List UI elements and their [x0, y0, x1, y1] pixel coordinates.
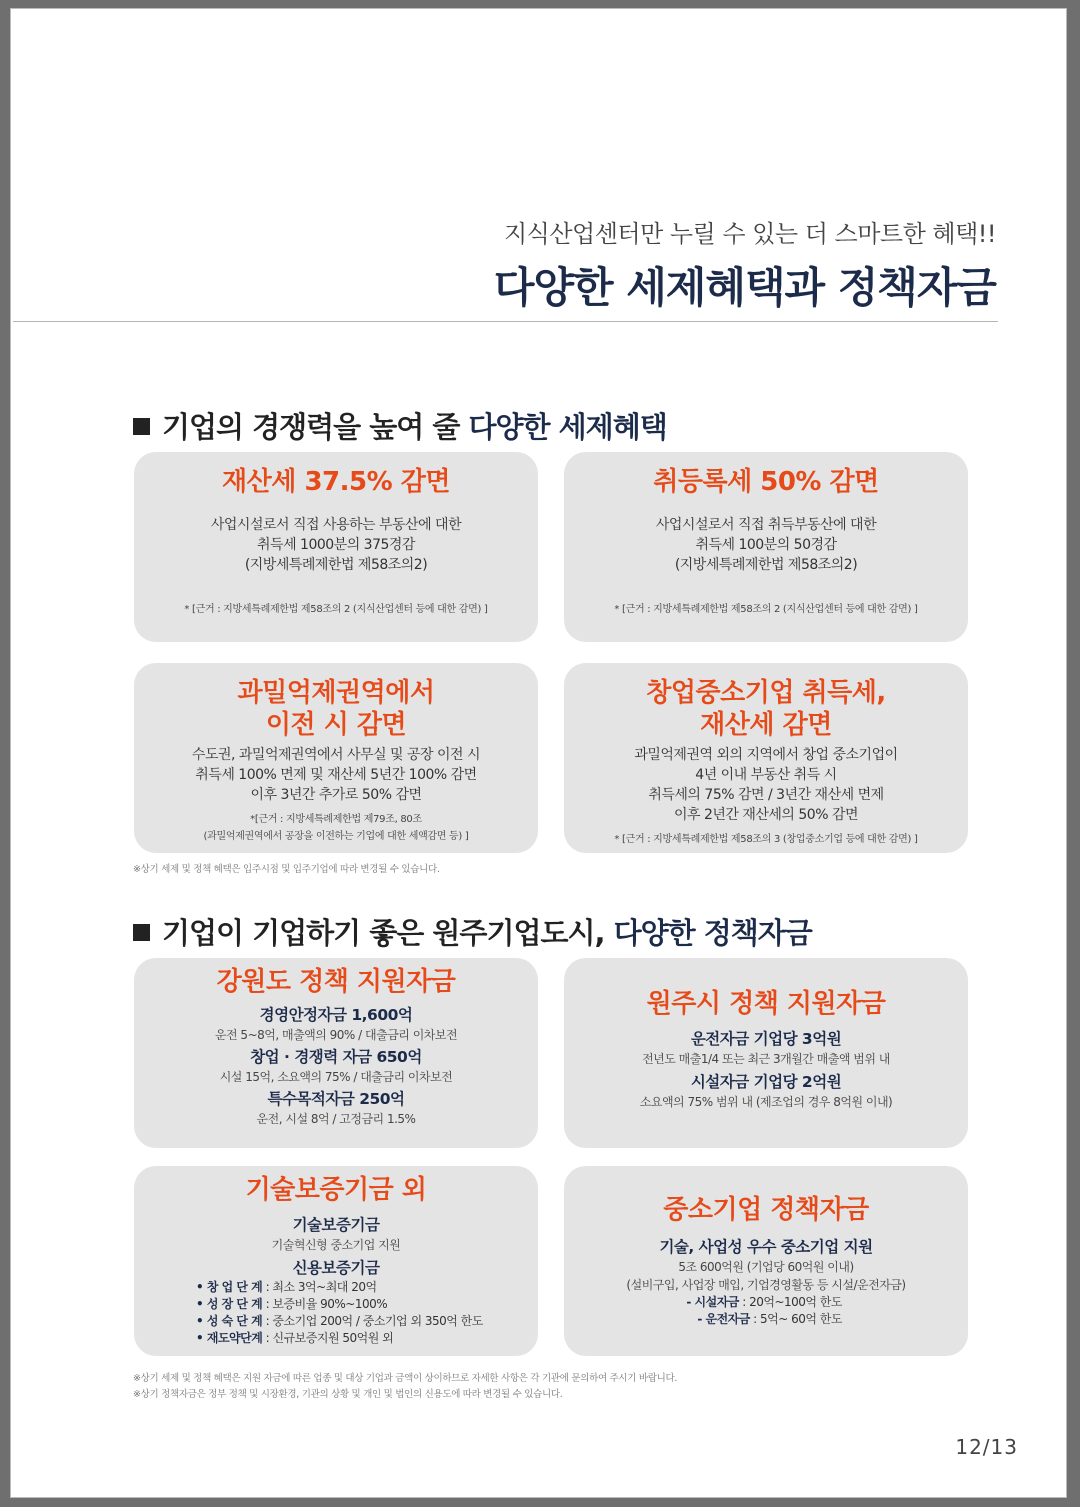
card-title: 취등록세 50% 감면	[653, 467, 879, 497]
card-title: 재산세 감면	[700, 710, 832, 740]
fund-description: 운전 5~8억, 매출액의 90% / 대출금리 이차보전	[214, 1028, 458, 1042]
header-title: 다양한 세제혜택과 정책자금	[493, 263, 996, 312]
section-heading-accent: 다양한 세제혜택	[468, 410, 667, 444]
card-title: 강원도 정책 지원자금	[216, 967, 456, 997]
support-list	[564, 1294, 842, 1328]
section-heading-accent: 다양한 정책자금	[613, 916, 812, 950]
card-reference: * [근거 : 지방세특례제한법 제58조의 2 (지식산업센터 등에 대한 감면) ]	[614, 604, 918, 615]
stage-value: : 중소기업 200억 / 중소기업 외 350억 한도	[262, 1314, 483, 1328]
fund-card-gangwon	[134, 958, 538, 1148]
support-item	[564, 1311, 842, 1328]
section-heading-main: 기업의 경쟁력을 높여 줄	[162, 410, 469, 444]
card-line: 이후 3년간 추가로 50% 감면	[250, 787, 422, 803]
card-line: 수도권, 과밀억제권역에서 사무실 및 공장 이전 시	[191, 747, 481, 763]
tax-card-acquisition	[564, 452, 968, 642]
card-reference: *[근거 : 지방세특례제한법 제79조, 80조	[250, 814, 422, 825]
tax-card-relocation	[134, 663, 538, 853]
support-label: - 시설자금	[686, 1295, 739, 1309]
fund-card-wonju	[564, 958, 968, 1148]
tax-card-property	[134, 452, 538, 642]
fund-name: 기술보증기금	[292, 1216, 380, 1234]
stage-label: • 재도약단계	[196, 1331, 263, 1345]
card-line: 취득세 100분의 50경감	[695, 537, 837, 553]
square-bullet-icon	[133, 418, 150, 435]
stage-label: • 성 장 단 계	[196, 1297, 263, 1311]
stage-value: : 보증비율 90%~100%	[262, 1297, 388, 1311]
stage-label: • 창 업 단 계	[196, 1280, 263, 1294]
fund-name: 경영안정자금 1,600억	[259, 1006, 413, 1024]
card-line: 사업시설로서 직접 사용하는 부동산에 대한	[210, 517, 462, 533]
document-page	[10, 8, 1067, 1498]
section-heading-tax	[133, 405, 667, 446]
card-title: 과밀억제권역에서	[237, 678, 435, 708]
header-divider	[13, 321, 998, 322]
tax-note: ※상기 세제 및 정책 혜택은 입주시점 및 입주기업에 따라 변경될 수 있습니다.	[133, 864, 440, 875]
card-line: 취득세 100% 면제 및 재산세 5년간 100% 감면	[195, 767, 477, 783]
fund-description: 5조 600억원 (기업당 60억원 이내)	[678, 1260, 854, 1274]
stage-list	[196, 1279, 538, 1347]
stage-item	[196, 1313, 538, 1330]
fund-description: 기술혁신형 중소기업 지원	[271, 1238, 401, 1252]
page-header	[494, 214, 996, 315]
fund-card-sme	[564, 1166, 968, 1356]
stage-value: : 최소 3억~최대 20억	[262, 1280, 377, 1294]
card-line: 사업시설로서 직접 취득부동산에 대한	[655, 517, 877, 533]
header-subtitle: 지식산업센터만 누릴 수 있는 더 스마트한 혜택!!	[503, 220, 996, 248]
stage-value: : 신규보증지원 50억원 외	[262, 1331, 394, 1345]
card-line: (지방세특례제한법 제58조의2)	[674, 557, 858, 573]
fund-description: 소요액의 75% 범위 내 (제조업의 경우 8억원 이내)	[639, 1095, 893, 1109]
card-reference: (과밀억제권역에서 공장을 이전하는 기업에 대한 세액감면 등) ]	[203, 831, 469, 842]
fund-description: 전년도 매출1/4 또는 최근 3개월간 매출액 범위 내	[642, 1052, 890, 1066]
stage-item	[196, 1279, 538, 1296]
support-value: : 20억~100억 한도	[738, 1295, 842, 1309]
tax-card-startup	[564, 663, 968, 853]
card-line: (지방세특례제한법 제58조의2)	[244, 557, 428, 573]
fund-name: 시설자금 기업당 2억원	[690, 1073, 842, 1091]
fund-name: 창업 · 경쟁력 자금 650억	[250, 1048, 422, 1066]
card-line: 4년 이내 부동산 취득 시	[695, 767, 837, 783]
square-bullet-icon	[133, 924, 150, 941]
fund-description: 운전, 시설 8억 / 고정금리 1.5%	[256, 1112, 416, 1126]
card-title: 중소기업 정책자금	[663, 1195, 869, 1225]
stage-item	[196, 1330, 538, 1347]
funds-note: ※상기 세제 및 정책 혜택은 지원 자금에 따른 업종 및 대상 기업과 금액이 상이하므로 자세한 사항은 각 기관에 문의하여 주시기 바랍니다.	[133, 1373, 678, 1384]
card-title: 이전 시 감면	[265, 710, 407, 740]
support-item	[564, 1294, 842, 1311]
card-title: 원주시 정책 지원자금	[646, 989, 886, 1019]
card-line: 이후 2년간 재산세의 50% 감면	[673, 807, 859, 823]
fund-name: 특수목적자금 250억	[267, 1090, 405, 1108]
page-number: 12/13	[955, 1435, 1018, 1459]
card-reference: * [근거 : 지방세특례제한법 제58조의 3 (창업중소기업 등에 대한 감면) ]	[614, 834, 918, 845]
card-reference: * [근거 : 지방세특례제한법 제58조의 2 (지식산업센터 등에 대한 감면) ]	[184, 604, 488, 615]
section-heading-main: 기업이 기업하기 좋은 원주기업도시,	[162, 916, 614, 950]
card-title: 창업중소기업 취득세,	[646, 678, 886, 708]
fund-description: 시설 15억, 소요액의 75% / 대출금리 이차보전	[219, 1070, 453, 1084]
stage-item	[196, 1296, 538, 1313]
section-heading-funds	[133, 911, 812, 952]
fund-card-tech-guarantee	[134, 1166, 538, 1356]
funds-note: ※상기 정책자금은 정부 정책 및 시장환경, 기관의 상황 및 개인 및 법인의 신용도에 따라 변경될 수 있습니다.	[133, 1389, 563, 1400]
card-title: 재산세 37.5% 감면	[222, 467, 450, 497]
support-value: : 5억~ 60억 한도	[749, 1312, 842, 1326]
fund-name: 신용보증기금	[292, 1259, 380, 1277]
fund-description: (설비구입, 사업장 매입, 기업경영활동 등 시설/운전자금)	[626, 1278, 906, 1292]
card-title: 기술보증기금 외	[245, 1175, 427, 1205]
fund-name: 기술, 사업성 우수 중소기업 지원	[659, 1238, 873, 1256]
card-line: 취득세 1000분의 375경감	[257, 537, 415, 553]
card-line: 취득세의 75% 감면 / 3년간 재산세 면제	[648, 787, 884, 803]
fund-name: 운전자금 기업당 3억원	[690, 1030, 842, 1048]
stage-label: • 성 숙 단 계	[196, 1314, 263, 1328]
card-line: 과밀억제권역 외의 지역에서 창업 중소기업이	[634, 747, 898, 763]
support-label: - 운전자금	[697, 1312, 750, 1326]
